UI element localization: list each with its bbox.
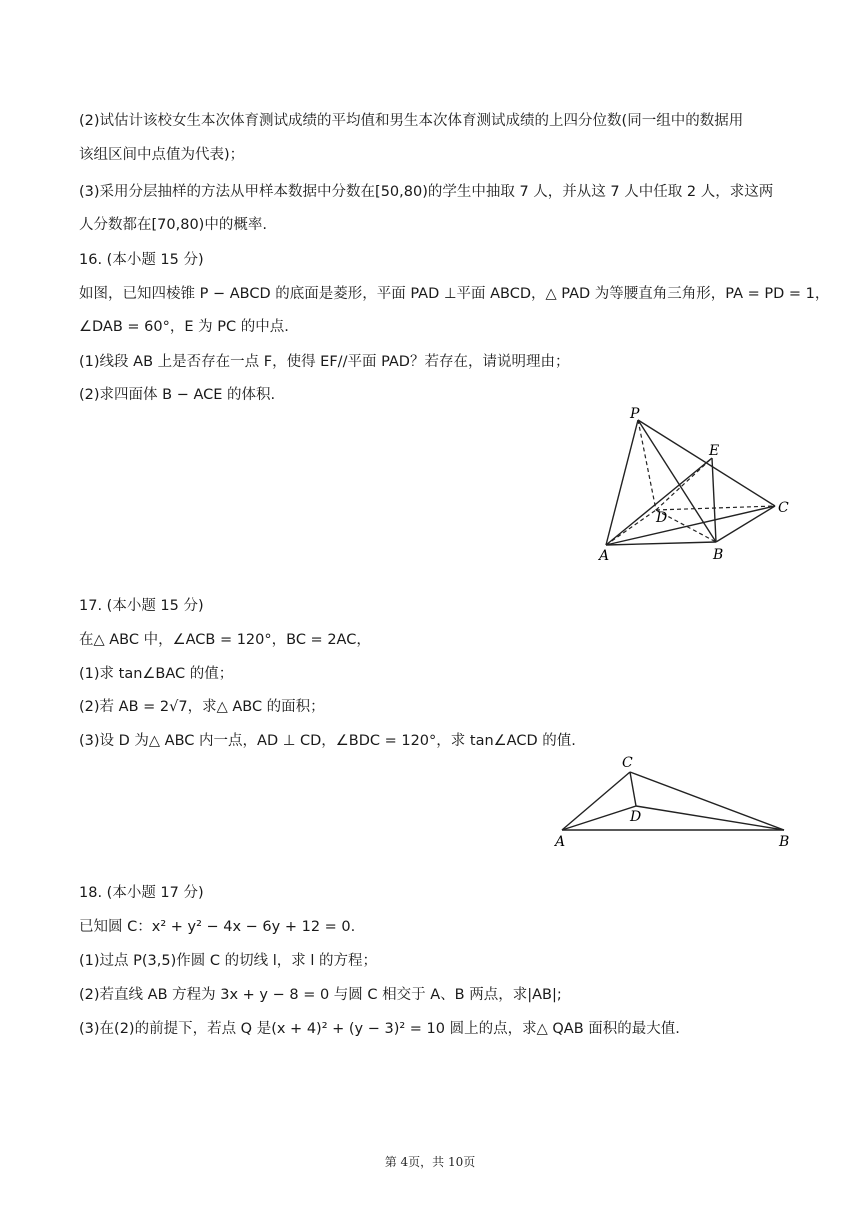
hidden-edge-DC — [656, 506, 775, 510]
label-D: D — [630, 809, 642, 825]
q18-part2: (2)若直线 AB 方程为 3x + y − 8 = 0 与圆 C 相交于 A、B 两点，求|AB|; — [79, 987, 562, 1003]
label-A: A — [599, 548, 610, 564]
q15-part3-line2: 人分数都在[70,80)中的概率. — [79, 217, 267, 233]
segment-DB — [636, 806, 784, 830]
q18-part1: (1)过点 P(3,5)作圆 C 的切线 l，求 l 的方程； — [79, 953, 377, 969]
q18-part3: (3)在(2)的前提下，若点 Q 是(x + 4)² + (y − 3)² = 10 圆上的点，求△ QAB 面积的最大值. — [79, 1021, 680, 1037]
segment-CD — [630, 772, 636, 806]
q17-triangle-figure — [548, 750, 798, 850]
q16-pyramid-figure — [590, 402, 800, 567]
q17-part1: (1)求 tan∠BAC 的值； — [79, 666, 234, 682]
q17-part3: (3)设 D 为△ ABC 内一点，AD ⊥ CD，∠BDC = 120°，求 tan∠ACD 的值. — [79, 733, 576, 749]
q16-heading: 16. (本小题 15 分) — [79, 252, 204, 268]
q16-stem-line2: ∠DAB = 60°，E 为 PC 的中点. — [79, 319, 289, 335]
q15-part2-line2: 该组区间中点值为代表)； — [79, 147, 245, 163]
edge-AB — [606, 542, 716, 545]
label-B: B — [779, 834, 790, 850]
q16-part2: (2)求四面体 B − ACE 的体积. — [79, 387, 276, 403]
edge-AC — [606, 506, 775, 545]
edge-CB — [630, 772, 784, 830]
edge-BC — [716, 506, 775, 542]
edge-EB — [712, 458, 716, 542]
label-C: C — [778, 500, 789, 516]
segment-AD — [562, 806, 636, 830]
q17-heading: 17. (本小题 15 分) — [79, 598, 204, 614]
hidden-edge-DE — [656, 458, 712, 510]
label-A: A — [555, 834, 566, 850]
edge-PB — [638, 420, 716, 542]
label-E: E — [709, 443, 720, 459]
edge-PA — [606, 420, 638, 545]
q16-part1: (1)线段 AB 上是否存在一点 F，使得 EF//平面 PAD？若存在，请说明理由； — [79, 354, 570, 370]
label-B: B — [713, 547, 724, 563]
q18-stem: 已知圆 C：x² + y² − 4x − 6y + 12 = 0. — [79, 919, 356, 935]
label-C: C — [622, 755, 633, 771]
edge-AC — [562, 772, 630, 830]
label-D: D — [656, 510, 668, 526]
q16-stem-line1: 如图，已知四棱锥 P − ABCD 的底面是菱形，平面 PAD ⊥平面 ABCD，△ PAD 为等腰直角三角形，PA = PD = 1， — [79, 286, 830, 302]
label-P: P — [630, 406, 640, 422]
q18-heading: 18. (本小题 17 分) — [79, 885, 204, 901]
q15-part3-line1: (3)采用分层抽样的方法从甲样本数据中分数在[50,80)的学生中抽取 7 人，并从这 7 人中任取 2 人，求这两 — [79, 184, 774, 200]
q17-part2: (2)若 AB = 2√7，求△ ABC 的面积； — [79, 699, 325, 715]
q15-part2-line1: (2)试估计该校女生本次体育测试成绩的平均值和男生本次体育测试成绩的上四分位数(同一组中的数据用 — [79, 113, 744, 129]
page-footer: 第 4页，共 10页 — [384, 1155, 476, 1169]
q17-stem: 在△ ABC 中，∠ACB = 120°，BC = 2AC， — [79, 632, 371, 648]
